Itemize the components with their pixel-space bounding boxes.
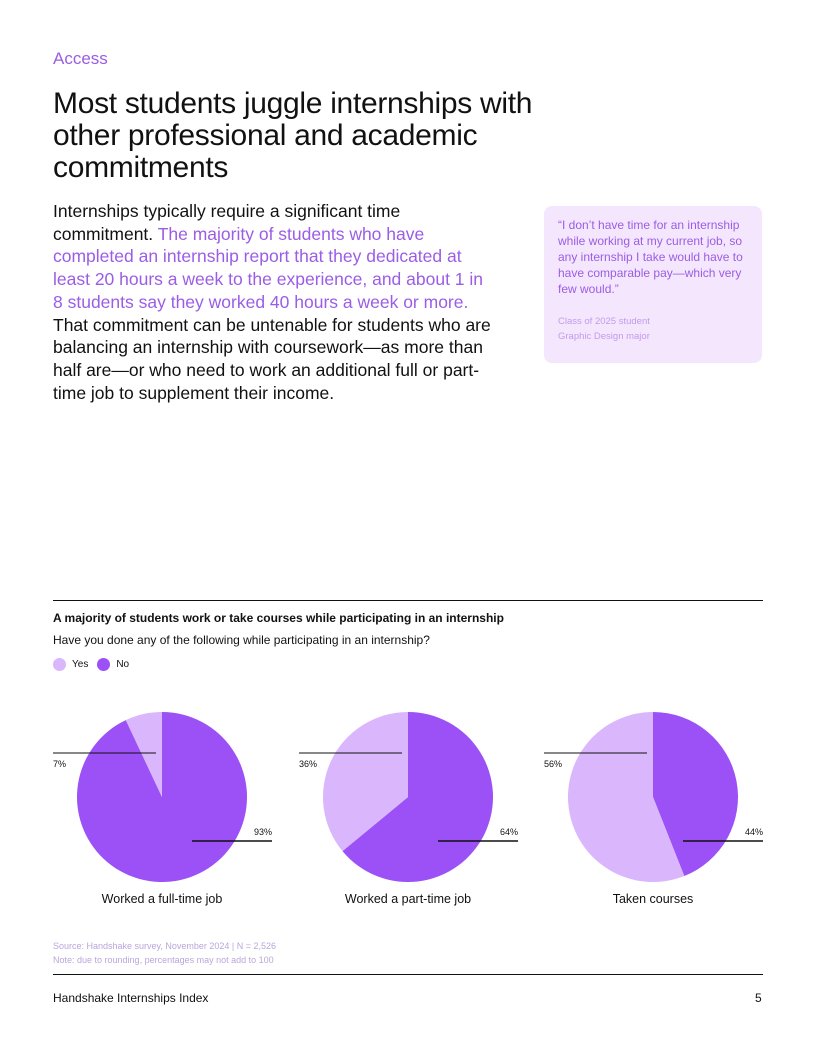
data-label-yes-taken-courses: 56% xyxy=(544,759,563,769)
section-label: Access xyxy=(53,49,108,68)
data-label-yes-worked-a-part-time-job: 36% xyxy=(299,759,318,769)
quote-card xyxy=(544,206,762,363)
legend-swatch-no xyxy=(97,658,110,671)
data-label-no-taken-courses: 44% xyxy=(744,827,763,837)
body-text-intro: Internships typically require a significant time commitment. xyxy=(53,201,401,244)
pie-charts xyxy=(0,690,816,920)
body-paragraph xyxy=(53,200,493,404)
legend-item-yes xyxy=(53,658,88,671)
chart-top-divider xyxy=(53,600,763,601)
quote-attribution-class: Class of 2025 student xyxy=(558,316,650,327)
body-text-highlight: The majority of students who have completed an internship report that they dedicated at least 20 hours a week to the experience, and about 1 in 8 students say they worked 40 hours a week or more. xyxy=(53,223,484,312)
quote-attribution xyxy=(558,314,748,344)
pie-label-taken-courses: Taken courses xyxy=(612,892,694,906)
pie-label-worked-a-full-time-job: Worked a full-time job xyxy=(101,892,223,906)
source-note xyxy=(53,939,276,967)
legend-label-yes: Yes xyxy=(72,659,89,670)
data-label-yes-worked-a-full-time-job: 7% xyxy=(53,759,67,769)
legend-swatch-yes xyxy=(53,658,66,671)
quote-attribution-major: Graphic Design major xyxy=(558,331,650,342)
rounding-note: Note: due to rounding, percentages may not add to 100 xyxy=(53,955,274,965)
data-label-no-worked-a-full-time-job: 93% xyxy=(253,827,272,837)
source-line: Source: Handshake survey, November 2024 | N = 2,526 xyxy=(53,941,277,951)
footer-divider xyxy=(53,974,763,975)
pie-label-worked-a-part-time-job: Worked a part-time job xyxy=(344,892,472,906)
chart-legend xyxy=(53,658,138,671)
quote-text: “I don’t have time for an internship while working at my current job, so any internship I take would have to have comparable pay—which very few would.” xyxy=(558,218,743,296)
page-number: 5 xyxy=(755,991,762,1005)
data-label-no-worked-a-part-time-job: 64% xyxy=(499,827,518,837)
footer-title: Handshake Internships Index xyxy=(53,991,209,1005)
chart-title: A majority of students work or take courses while participating in an internship xyxy=(53,611,504,625)
legend-label-no: No xyxy=(116,659,130,670)
legend-item-no xyxy=(97,658,129,671)
page-title: Most students juggle internships with other professional and academic commitments xyxy=(53,87,533,184)
chart-subtitle: Have you done any of the following while participating in an internship? xyxy=(53,633,430,647)
body-text-rest: That commitment can be untenable for students who are balancing an internship with coursework—as more than half are—or who need to work an additional full or part-time job to supplement their income. xyxy=(53,314,491,403)
